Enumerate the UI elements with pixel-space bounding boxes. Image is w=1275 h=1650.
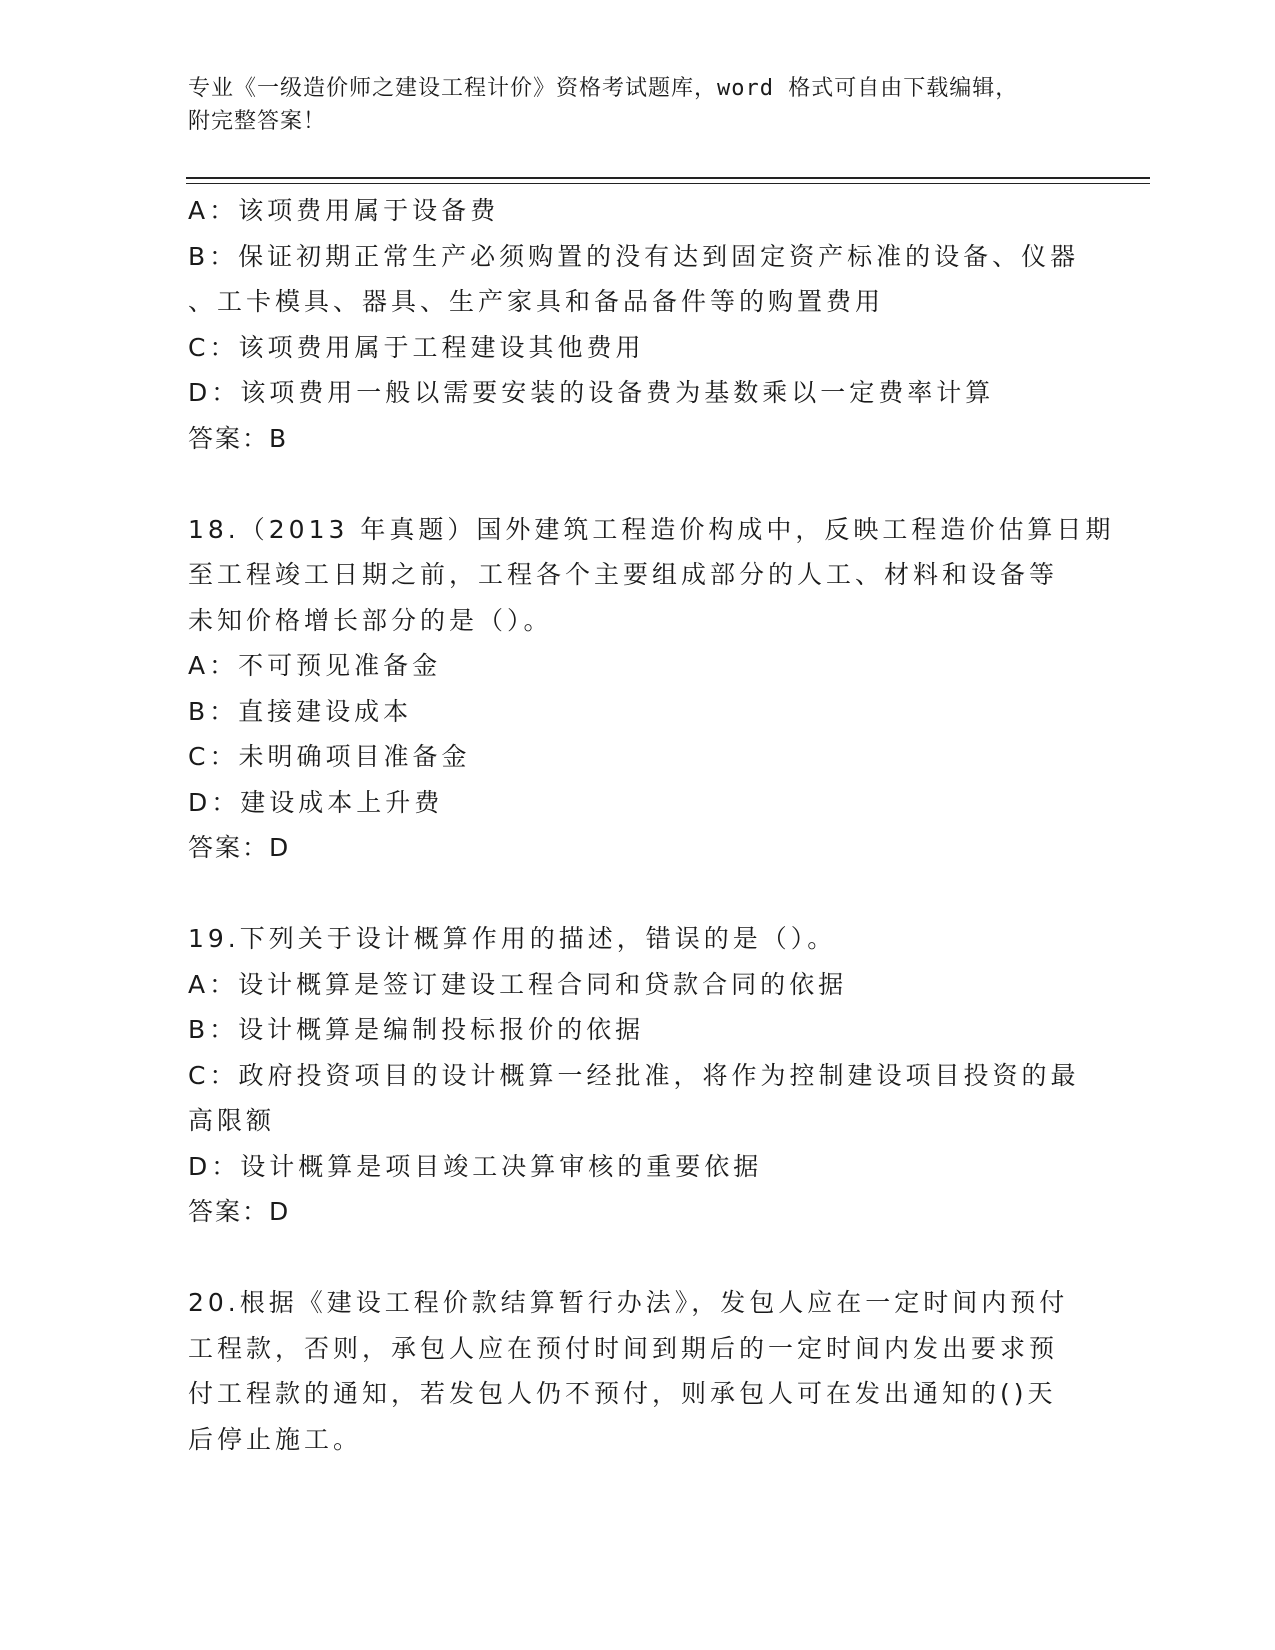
header-divider-thin bbox=[186, 183, 1150, 184]
option-b: B：设计概算是编制投标报价的依据 bbox=[188, 1015, 645, 1044]
option-b: B：保证初期正常生产必须购置的没有达到固定资产标准的设备、仪器 bbox=[188, 241, 1080, 271]
question-stem-line: 后停止施工。 bbox=[188, 1424, 363, 1454]
question-stem-line: 18.（2013 年真题）国外建筑工程造价构成中，反映工程造价估算日期 bbox=[188, 514, 1115, 544]
question-20 bbox=[188, 1280, 1088, 1462]
option-c-continued: 高限额 bbox=[188, 1106, 276, 1135]
answer: 答案：D bbox=[188, 833, 291, 862]
option-b-continued: 、工卡模具、器具、生产家具和备品备件等的购置费用 bbox=[188, 287, 885, 316]
option-a: A：该项费用属于设备费 bbox=[188, 196, 500, 225]
question-stem-line: 未知价格增长部分的是（）。 bbox=[188, 605, 553, 635]
question-stem-line: 至工程竣工日期之前，工程各个主要组成部分的人工、材料和设备等 bbox=[188, 560, 1059, 589]
option-c: C：未明确项目准备金 bbox=[188, 742, 471, 771]
option-a: A：设计概算是签订建设工程合同和贷款合同的依据 bbox=[188, 969, 848, 999]
header-line-2: 附完整答案！ bbox=[188, 109, 327, 134]
option-d: D：建设成本上升费 bbox=[188, 787, 444, 817]
page-header bbox=[188, 72, 1088, 138]
option-c: C：政府投资项目的设计概算一经批准，将作为控制建设项目投资的最 bbox=[188, 1060, 1080, 1090]
question-stem-line: 工程款，否则，承包人应在预付时间到期后的一定时间内发出要求预 bbox=[188, 1333, 1059, 1363]
answer: 答案：B bbox=[188, 423, 289, 453]
option-d: D：设计概算是项目竣工决算审核的重要依据 bbox=[188, 1151, 763, 1181]
question-19 bbox=[188, 916, 1088, 1235]
option-a: A：不可预见准备金 bbox=[188, 651, 442, 680]
header-line-1: 专业《一级造价师之建设工程计价》资格考试题库，word 格式可自由下载编辑， bbox=[188, 76, 1019, 101]
question-stem-line: 付工程款的通知，若发包人仍不预付，则承包人可在发出通知的()天 bbox=[188, 1379, 1057, 1408]
option-c: C：该项费用属于工程建设其他费用 bbox=[188, 332, 645, 362]
option-b: B：直接建设成本 bbox=[188, 696, 413, 726]
question-18 bbox=[188, 507, 1115, 871]
header-divider bbox=[186, 177, 1150, 179]
answer: 答案：D bbox=[188, 1197, 291, 1226]
question-17-options bbox=[188, 188, 1088, 461]
question-stem-line: 19.下列关于设计概算作用的描述，错误的是（）。 bbox=[188, 924, 837, 953]
option-d: D：该项费用一般以需要安装的设备费为基数乘以一定费率计算 bbox=[188, 378, 995, 407]
question-stem-line: 20.根据《建设工程价款结算暂行办法》，发包人应在一定时间内预付 bbox=[188, 1288, 1069, 1317]
question-content bbox=[188, 188, 1115, 1462]
